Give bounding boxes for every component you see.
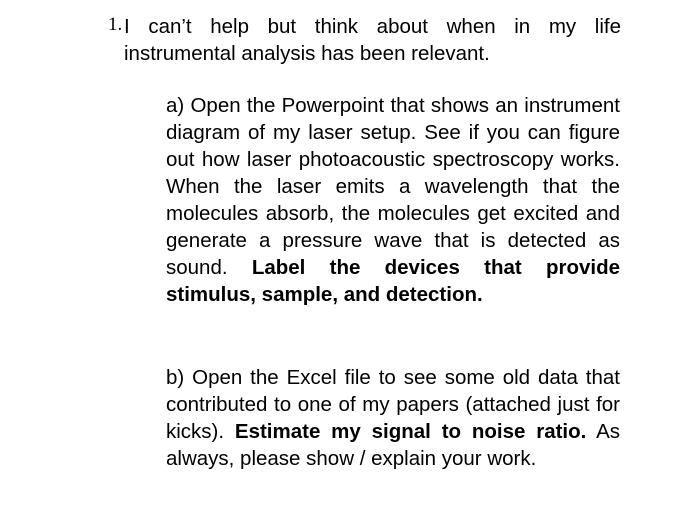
part-b	[166, 364, 620, 472]
part-b-bold-instruction: Estimate my signal to noise ratio.	[234, 420, 587, 443]
part-b-text: b) Open the Excel file to see some old data that contributed to one of my papers (attached just for kicks).	[166, 366, 620, 443]
question-text: I can’t help but think about when in my life instrumental analysis has been relevant.	[124, 15, 621, 65]
part-a	[166, 92, 620, 308]
part-b-trailing-text: As always, please show / explain your work.	[166, 420, 620, 470]
question-number: 1.	[108, 14, 123, 35]
part-a-text: a) Open the Powerpoint that shows an instrument diagram of my laser setup. See if you can figure out how laser photoacoustic spectroscopy works. When the laser emits a wavelength that the molecules absorb, the molecules get excited and generate a pressure wave that is detected as sound.	[166, 94, 620, 279]
question-1	[108, 13, 621, 67]
part-a-bold-instruction: Label the devices that provide stimulus, sample, and detection.	[166, 256, 620, 306]
